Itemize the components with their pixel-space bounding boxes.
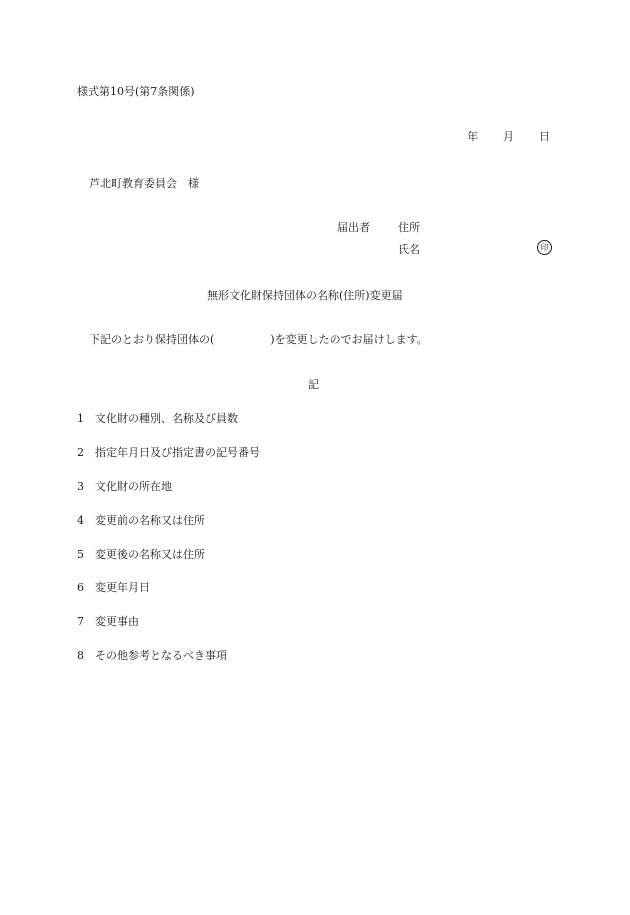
list-item-number: 3: [77, 480, 84, 493]
body-text: [89, 334, 428, 345]
list-item-label: 文化財の所在地: [95, 480, 172, 493]
list-item: [77, 582, 150, 593]
list-item-number: 5: [77, 548, 84, 561]
addressee: 芦北町教育委員会 様: [89, 177, 199, 190]
date-year-label: 年: [467, 130, 478, 143]
list-item: [77, 549, 205, 560]
list-item-number: 7: [77, 615, 84, 628]
body-text-suffix: )を変更したのでお届けします。: [270, 333, 428, 346]
name-label: 氏名: [398, 243, 420, 256]
list-item: [77, 650, 227, 661]
list-item-label: 変更年月日: [95, 581, 150, 594]
list-item-label: 指定年月日及び指定書の記号番号: [95, 446, 260, 459]
list-item-label: 変更前の名称又は住所: [95, 514, 205, 527]
list-item-label: その他参考となるべき事項: [95, 649, 227, 662]
applicant-label: 届出者: [337, 221, 370, 234]
form-number: 様式第10号(第7条関係): [77, 85, 195, 98]
address-label: 住所: [398, 221, 420, 234]
list-item: [77, 413, 238, 424]
list-item-number: 8: [77, 649, 84, 662]
seal-mark: 印: [537, 240, 552, 255]
list-item-label: 文化財の種別、名称及び員数: [95, 412, 238, 425]
body-text-prefix: 下記のとおり保持団体の(: [89, 333, 215, 346]
list-item-number: 1: [77, 412, 84, 425]
list-item: [77, 481, 172, 492]
list-item-label: 変更後の名称又は住所: [95, 548, 205, 561]
date-month-label: 月: [503, 130, 514, 143]
list-item: [77, 616, 139, 627]
list-item: [77, 447, 260, 458]
list-item-number: 6: [77, 581, 84, 594]
document-title: 無形文化財保持団体の名称(住所)変更届: [207, 289, 403, 302]
list-item-number: 2: [77, 446, 84, 459]
list-item-label: 変更事由: [95, 615, 139, 628]
list-item: [77, 515, 205, 526]
ki-heading: 記: [308, 378, 319, 391]
date-day-label: 日: [539, 130, 550, 143]
list-item-number: 4: [77, 514, 84, 527]
